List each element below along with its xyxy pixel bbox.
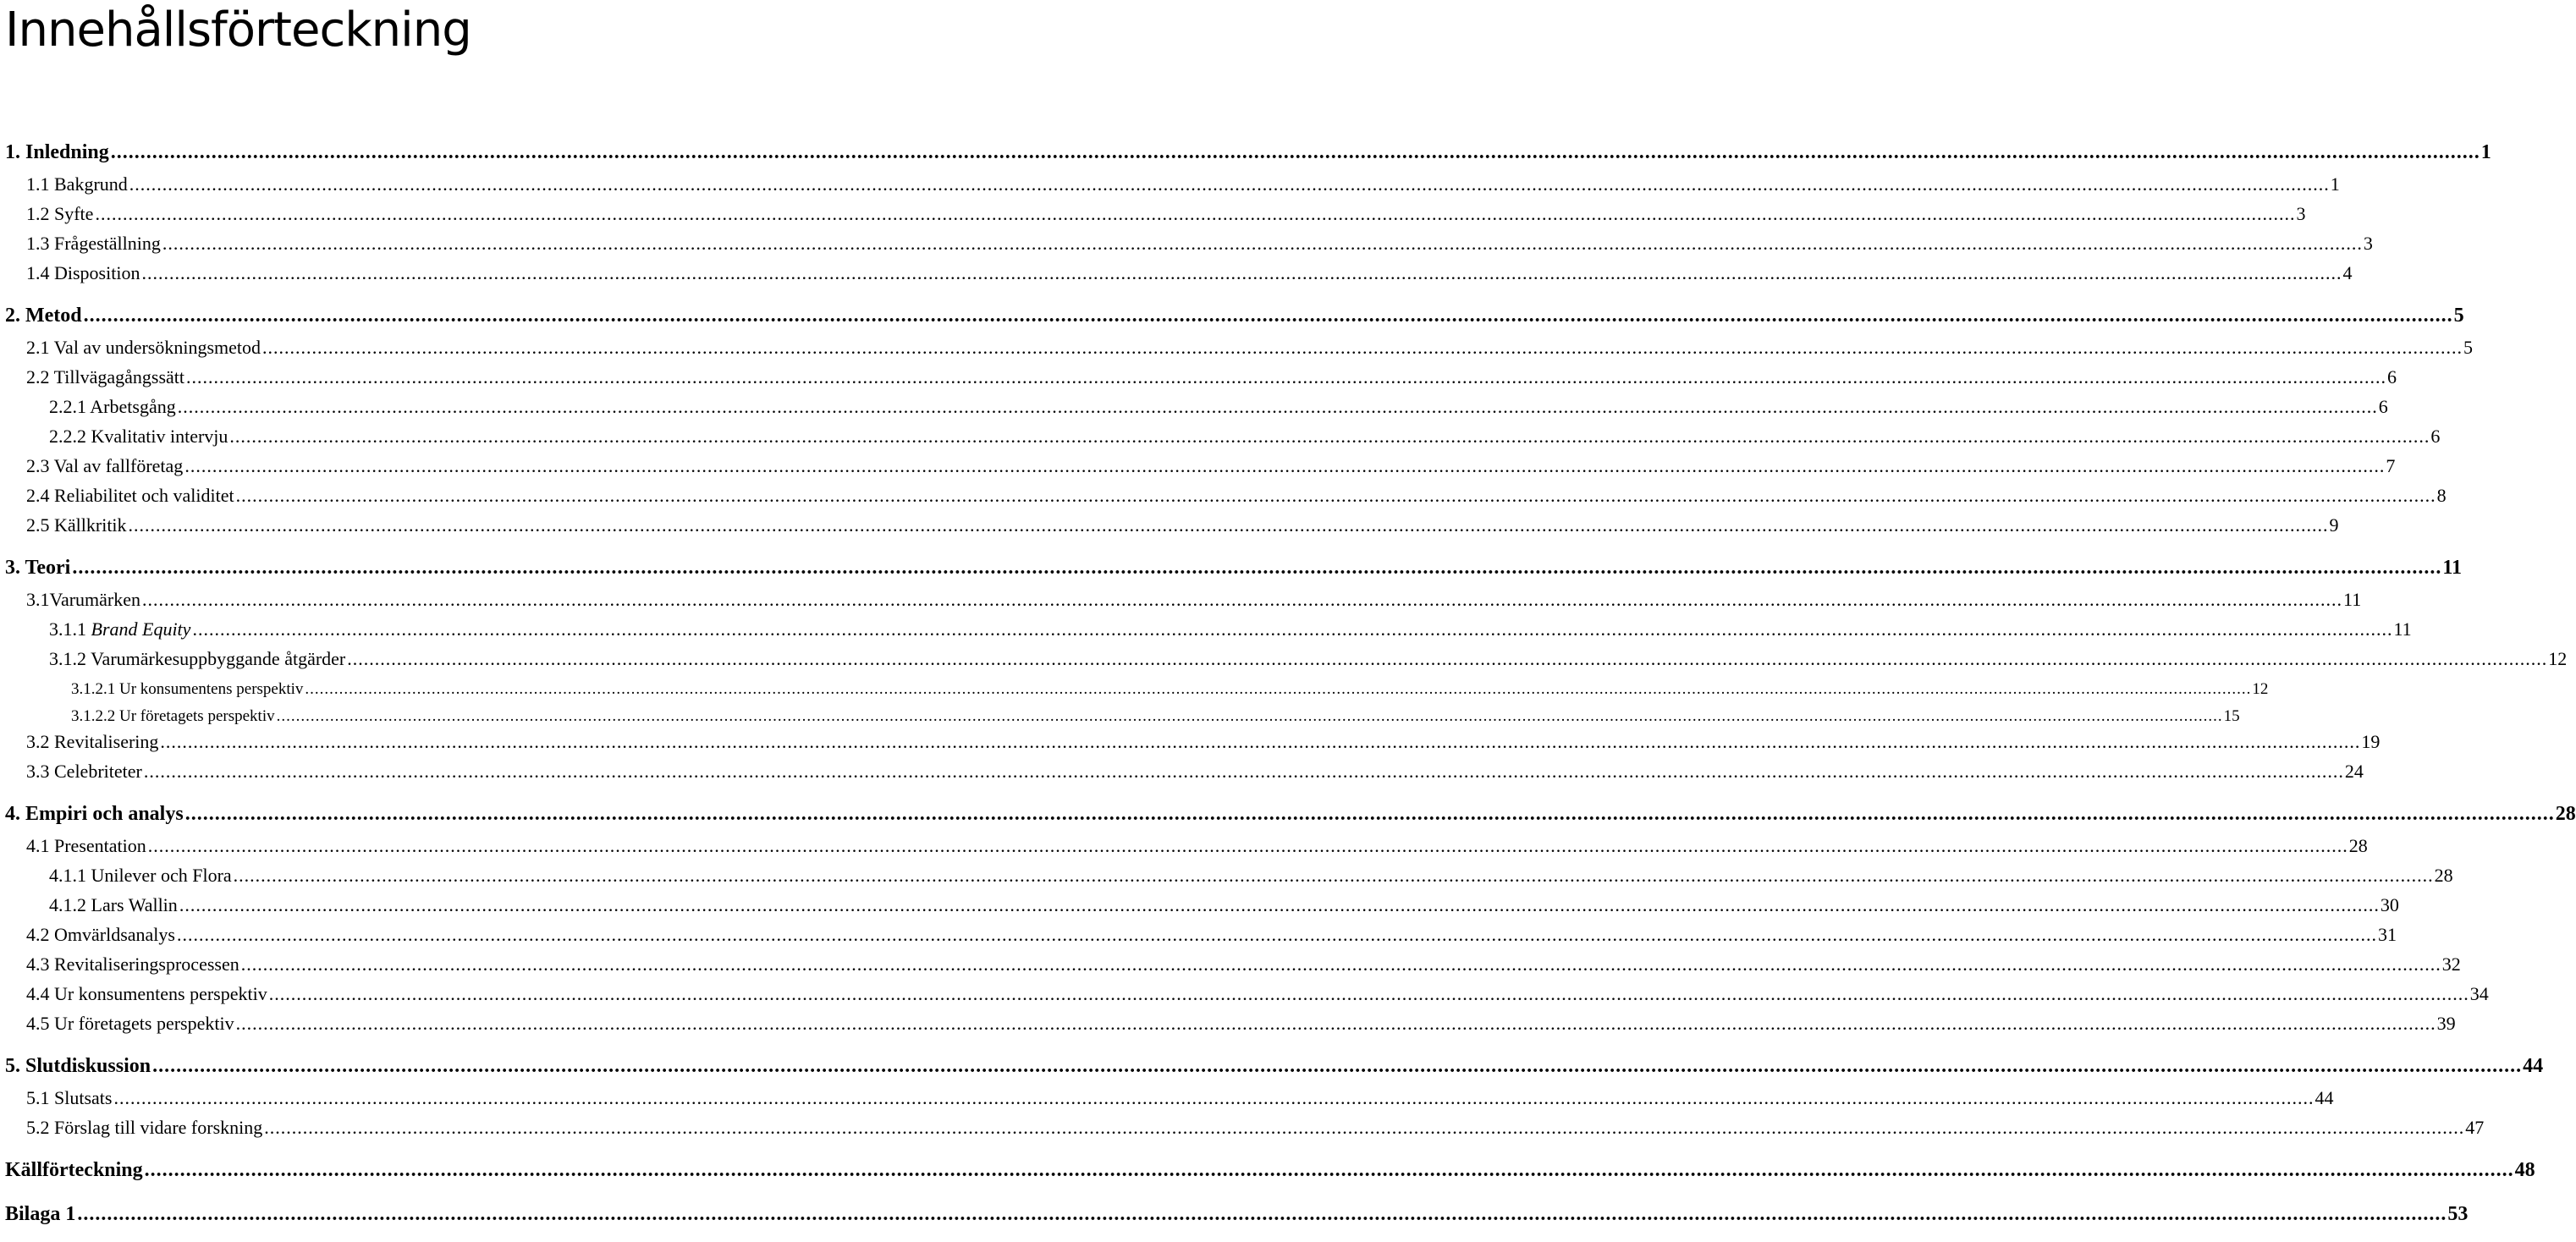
toc-entry[interactable] <box>0 1201 2469 1226</box>
toc-entry[interactable] <box>0 363 2397 388</box>
toc-entry-page-number: 4 <box>2342 262 2353 283</box>
toc-entry-label-text: 2.2.1 Arbetsgång <box>49 396 176 417</box>
toc-entry[interactable] <box>0 645 2568 670</box>
dot-leader: ................................................................................................................................................................................................................................................................................................................................................................................................................ <box>276 707 2223 725</box>
toc-entry-page-number: 3 <box>2363 233 2373 254</box>
dot-leader: ................................................................................................................................................................................................................................................................................................................................................................................................................ <box>143 761 2344 782</box>
toc-entry[interactable] <box>0 302 2464 327</box>
toc-entry-label <box>49 618 190 640</box>
toc-entry-page-number: 12 <box>2548 648 2568 669</box>
dot-leader: ................................................................................................................................................................................................................................................................................................................................................................................................................ <box>235 1013 2436 1034</box>
toc-entry-label <box>26 203 93 225</box>
toc-entry[interactable] <box>0 585 2362 611</box>
toc-entry-label <box>5 141 109 164</box>
toc-entry-page-number: 6 <box>2378 396 2388 417</box>
toc-entry-label-text: 3.1.2.2 Ur företagets perspektiv <box>71 707 275 725</box>
toc-entry-label <box>26 337 261 359</box>
toc-entry[interactable] <box>0 139 2491 164</box>
toc-entry[interactable] <box>0 1052 2544 1078</box>
toc-entry-label <box>71 680 303 699</box>
toc-entry[interactable] <box>0 452 2396 477</box>
toc-entry[interactable] <box>0 800 2576 826</box>
toc-entry-label <box>49 426 228 448</box>
dot-leader: ................................................................................................................................................................................................................................................................................................................................................................................................................ <box>113 1087 2315 1108</box>
dot-leader: ................................................................................................................................................................................................................................................................................................................................................................................................................ <box>177 396 2378 417</box>
toc-entry-label-text: 4.1.2 Lars Wallin <box>49 894 178 915</box>
dot-leader: ................................................................................................................................................................................................................................................................................................................................................................................................................ <box>160 731 2361 752</box>
toc-entry[interactable] <box>0 422 2441 448</box>
dot-leader: ................................................................................................................................................................................................................................................................................................................................................................................................................ <box>162 233 2363 254</box>
toc-entry-label <box>26 761 142 783</box>
dot-leader: ................................................................................................................................................................................................................................................................................................................................................................................................................ <box>264 1117 2465 1138</box>
toc-entry-label <box>5 1159 143 1182</box>
toc-entry-label <box>49 865 232 887</box>
toc-entry[interactable] <box>0 615 2412 640</box>
dot-leader: ................................................................................................................................................................................................................................................................................................................................................................................................................ <box>235 485 2436 506</box>
toc-entry-label-text: 3.1Varumärken <box>26 589 141 610</box>
toc-entry[interactable] <box>0 891 2399 916</box>
dot-leader: ................................................................................................................................................................................................................................................................................................................................................................................................................ <box>184 455 2386 476</box>
toc-entry-page-number: 1 <box>2330 173 2340 195</box>
toc-entry[interactable] <box>0 1084 2334 1109</box>
dot-leader: ................................................................................................................................................................................................................................................................................................................................................................................................................ <box>240 953 2441 975</box>
toc-entry[interactable] <box>0 554 2463 580</box>
toc-entry-label-text: 4.4 Ur konsumentens perspektiv <box>26 983 267 1004</box>
dot-leader: ................................................................................................................................................................................................................................................................................................................................................................................................................ <box>152 1055 2523 1077</box>
toc-entry[interactable] <box>0 481 2447 507</box>
dot-leader: ................................................................................................................................................................................................................................................................................................................................................................................................................ <box>72 557 2442 579</box>
toc-entry-label-text: 1.3 Frågeställning <box>26 233 161 254</box>
toc-entry-page-number: 44 <box>2523 1055 2544 1077</box>
dot-leader: ................................................................................................................................................................................................................................................................................................................................................................................................................ <box>77 1203 2447 1225</box>
toc-entry-page-number: 28 <box>2348 835 2368 856</box>
toc-entry-label <box>26 924 175 946</box>
toc-entry-label <box>26 173 128 195</box>
toc-entry-label-text: 5.2 Förslag till vidare forskning <box>26 1117 263 1138</box>
toc-entry[interactable] <box>0 1009 2456 1035</box>
toc-entry[interactable] <box>0 200 2306 225</box>
toc-entry-label <box>26 1117 262 1139</box>
toc-entry-label <box>26 1087 112 1109</box>
toc-entry-label-text: 3.1.2.1 Ur konsumentens perspektiv <box>71 680 304 698</box>
toc-entry[interactable] <box>0 950 2461 975</box>
dot-leader: ................................................................................................................................................................................................................................................................................................................................................................................................................ <box>179 894 2380 915</box>
toc-entry-label <box>5 305 82 327</box>
dot-leader: ................................................................................................................................................................................................................................................................................................................................................................................................................ <box>83 305 2453 327</box>
toc-entry-label-text: 4.5 Ur företagets perspektiv <box>26 1013 234 1034</box>
toc-entry-page-number: 47 <box>2465 1117 2485 1138</box>
toc-entry-label <box>5 557 70 580</box>
toc-entry[interactable] <box>0 259 2353 284</box>
toc-entry-label <box>26 589 140 611</box>
toc-entry-label <box>5 1055 151 1078</box>
toc-entry[interactable] <box>0 728 2381 753</box>
toc-entry-page-number: 11 <box>2343 589 2362 610</box>
toc-entry-page-number: 19 <box>2361 731 2381 752</box>
toc-entry[interactable] <box>0 229 2373 255</box>
toc-entry-label-text: 2.2.2 Kvalitativ intervju <box>49 426 228 447</box>
toc-entry-label-text: 3.1.2 Varumärkesuppbyggande åtgärder <box>49 648 346 669</box>
toc-entry-label-text: 5.1 Slutsats <box>26 1087 113 1108</box>
toc-entry-label-text: 1. Inledning <box>5 141 109 163</box>
toc-entry-page-number: 11 <box>2442 557 2463 579</box>
dot-leader: ................................................................................................................................................................................................................................................................................................................................................................................................................ <box>129 173 2330 195</box>
toc-entry-label <box>26 953 239 975</box>
toc-entry-page-number: 44 <box>2315 1087 2334 1108</box>
toc-entry-label-text: 2.2 Tillvägagångssätt <box>26 366 185 387</box>
dot-leader: ................................................................................................................................................................................................................................................................................................................................................................................................................ <box>144 1159 2514 1181</box>
toc-entry[interactable] <box>0 921 2397 946</box>
toc-entry-page-number: 15 <box>2223 707 2240 725</box>
toc-entry-label-text: 3.2 Revitalisering <box>26 731 159 752</box>
toc-entry-label <box>49 648 345 670</box>
toc-entry-page-number: 34 <box>2469 983 2489 1004</box>
toc-entry[interactable] <box>0 861 2453 887</box>
toc-entry-page-number: 28 <box>2555 803 2576 825</box>
toc-entry-label <box>49 396 176 418</box>
toc-entry-label-text: 2.5 Källkritik <box>26 514 127 536</box>
toc-entry-page-number: 5 <box>2453 305 2464 327</box>
toc-entry-page-number: 28 <box>2434 865 2453 886</box>
toc-entry-label-text: 3. Teori <box>5 557 71 579</box>
dot-leader: ................................................................................................................................................................................................................................................................................................................................................................................................................ <box>176 924 2377 945</box>
toc-entry-label <box>26 455 183 477</box>
dot-leader: ................................................................................................................................................................................................................................................................................................................................................................................................................ <box>233 865 2434 886</box>
dot-leader: ................................................................................................................................................................................................................................................................................................................................................................................................................ <box>262 337 2463 358</box>
toc-entry-label-text: 4.1 Presentation <box>26 835 146 856</box>
dot-leader: ................................................................................................................................................................................................................................................................................................................................................................................................................ <box>95 203 2296 224</box>
toc-entry[interactable] <box>0 170 2340 195</box>
toc-entry-page-number: 30 <box>2380 894 2399 915</box>
toc-entry-label <box>26 983 267 1005</box>
toc-entry-label-italic: Brand Equity <box>91 618 191 640</box>
toc-entry-page-number: 39 <box>2436 1013 2456 1034</box>
toc-entry-label-text: 1.1 Bakgrund <box>26 173 128 195</box>
dot-leader: ................................................................................................................................................................................................................................................................................................................................................................................................................ <box>186 366 2387 387</box>
toc-entry[interactable] <box>0 511 2339 536</box>
toc-entry-page-number: 53 <box>2447 1203 2469 1225</box>
toc-entry-page-number: 12 <box>2252 680 2269 698</box>
toc-entry-page-number: 31 <box>2377 924 2397 945</box>
toc-entry[interactable] <box>0 701 2240 726</box>
toc-entry-label-text: Källförteckning <box>5 1159 143 1181</box>
dot-leader: ................................................................................................................................................................................................................................................................................................................................................................................................................ <box>184 803 2555 825</box>
dot-leader: ................................................................................................................................................................................................................................................................................................................................................................................................................ <box>229 426 2430 447</box>
toc-entry-label <box>49 894 178 916</box>
dot-leader: ................................................................................................................................................................................................................................................................................................................................................................................................................ <box>128 514 2329 536</box>
toc-entry-page-number: 7 <box>2386 455 2396 476</box>
dot-leader: ................................................................................................................................................................................................................................................................................................................................................................................................................ <box>305 680 2252 698</box>
toc-entry-page-number: 6 <box>2430 426 2441 447</box>
toc-entry-page-number: 32 <box>2441 953 2461 975</box>
toc-entry-label <box>26 1013 234 1035</box>
toc-entry-label-text: 3.3 Celebriteter <box>26 761 142 782</box>
toc-entry-page-number: 6 <box>2387 366 2397 387</box>
toc-entry-label <box>26 835 146 857</box>
toc-entry[interactable] <box>0 980 2489 1005</box>
dot-leader: ................................................................................................................................................................................................................................................................................................................................................................................................................ <box>268 983 2469 1004</box>
toc-entry-page-number: 3 <box>2296 203 2306 224</box>
toc-entry-label-text: 4. Empiri och analys <box>5 803 184 825</box>
toc-entry[interactable] <box>0 1157 2535 1182</box>
dot-leader: ................................................................................................................................................................................................................................................................................................................................................................................................................ <box>142 589 2343 610</box>
toc-entry-page-number: 5 <box>2463 337 2474 358</box>
toc-entry-label-text: 5. Slutdiskussion <box>5 1055 151 1077</box>
dot-leader: ................................................................................................................................................................................................................................................................................................................................................................................................................ <box>347 648 2548 669</box>
toc-entry-page-number: 1 <box>2480 141 2491 163</box>
dot-leader: ................................................................................................................................................................................................................................................................................................................................................................................................................ <box>147 835 2348 856</box>
toc-entry[interactable] <box>0 1113 2485 1139</box>
toc-entry-label-text: 1.4 Disposition <box>26 262 140 283</box>
toc-entry[interactable] <box>0 757 2364 783</box>
toc-entry-label <box>26 731 158 753</box>
toc-entry-label <box>26 366 184 388</box>
toc-entry[interactable] <box>0 832 2368 857</box>
toc-entry-page-number: 8 <box>2436 485 2447 506</box>
toc-entry-label <box>26 485 234 507</box>
toc-entry-label-text: 2.1 Val av undersökningsmetod <box>26 337 261 358</box>
toc-entry-label-text: 4.1.1 Unilever och Flora <box>49 865 232 886</box>
toc-entry-label-text: 2.4 Reliabilitet och validitet <box>26 485 234 506</box>
toc-entry-label-text: 4.2 Omvärldsanalys <box>26 924 175 945</box>
toc-entry-label <box>5 1203 75 1226</box>
toc-entry-label-text: 3.1.1 <box>49 618 91 640</box>
toc-entry-label-text: 1.2 Syfte <box>26 203 94 224</box>
toc-entry-page-number: 9 <box>2329 514 2339 536</box>
toc-entry-label-text: Bilaga 1 <box>5 1203 76 1225</box>
toc-entry-label <box>5 803 184 826</box>
dot-leader: ................................................................................................................................................................................................................................................................................................................................................................................................................ <box>110 141 2480 163</box>
toc-entry[interactable] <box>0 673 2269 699</box>
toc-entry-label <box>26 262 140 284</box>
dot-leader: ................................................................................................................................................................................................................................................................................................................................................................................................................ <box>192 618 2393 640</box>
dot-leader: ................................................................................................................................................................................................................................................................................................................................................................................................................ <box>141 262 2342 283</box>
toc-entry[interactable] <box>0 333 2474 359</box>
toc-entry-label <box>26 233 161 255</box>
toc-entry-page-number: 48 <box>2514 1159 2535 1181</box>
toc-entry-label-text: 2.3 Val av fallföretag <box>26 455 184 476</box>
toc-entry-label-text: 2. Metod <box>5 305 82 327</box>
toc-entry-label <box>71 707 275 726</box>
toc-entry-label <box>26 514 127 536</box>
toc-entry-label-text: 4.3 Revitaliseringsprocessen <box>26 953 239 975</box>
toc-entry[interactable] <box>0 393 2388 418</box>
toc-entry-page-number: 24 <box>2344 761 2364 782</box>
page-title: Innehållsförteckning <box>5 3 471 58</box>
toc-entry-page-number: 11 <box>2393 618 2412 640</box>
